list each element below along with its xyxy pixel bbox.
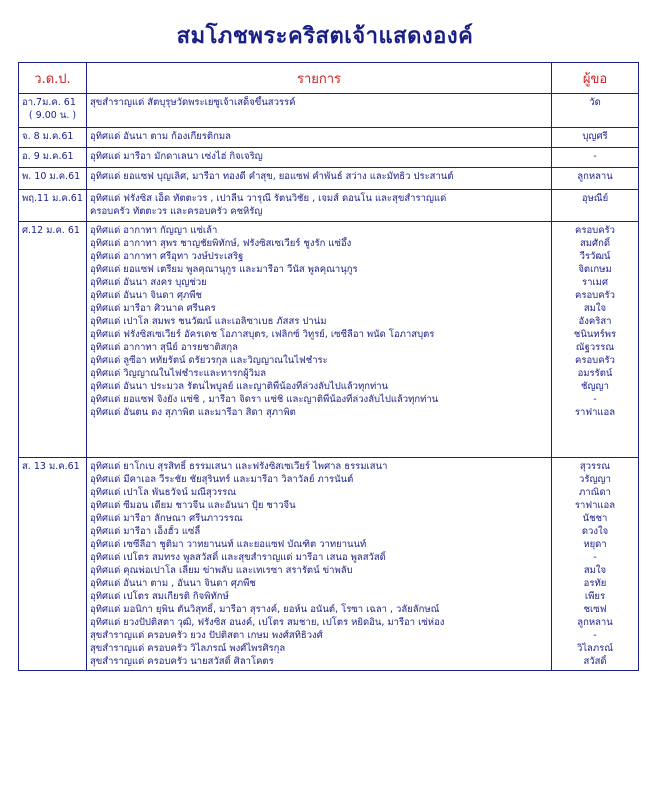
date-cell bbox=[19, 128, 87, 148]
requester-name: วีรวัฒน์ bbox=[579, 251, 611, 262]
requester-cell bbox=[552, 168, 639, 190]
table-row bbox=[19, 190, 639, 222]
intention-line: อุทิศแด่ ยอแซฟ บุญเลิศ, มารีอา ทองดี คำสุข, ยอแซฟ คำพันธ์ สว่าง และมัทธิว ประสานต์ bbox=[90, 171, 454, 182]
header-requester: ผู้ขอ bbox=[552, 63, 639, 94]
requester-name: วิไลภรณ์ bbox=[576, 643, 614, 654]
intention-line: อุทิศแด่ เซซีลีอา ชูติมา วาทยานนท์ และยอแซฟ บัณฑิต วาทยานนท์ bbox=[90, 539, 367, 550]
requester-name: สุวรรณ bbox=[579, 461, 611, 472]
date-cell bbox=[19, 458, 87, 671]
requester-cell bbox=[552, 458, 639, 671]
requester-name: นัชชา bbox=[582, 513, 608, 524]
date-text: จ. 8 ม.ค.61 bbox=[22, 131, 74, 142]
intention-line: อุทิศแด่ วิญญาณในไฟชำระและทารกผู้วิมล bbox=[90, 368, 267, 379]
intention-line: อุทิศแด่ มีคาเอล วีระชัย ชัยสุรินทร์ และมารีอา วิลาวัลย์ ภารนันต์ bbox=[90, 474, 354, 485]
date-text: ( 9.00 น. ) bbox=[28, 110, 77, 121]
intention-line: อุทิศแด่ ลูซีอา หทัยรัตน์ ดรัยวรกุล และวิญญาณในไฟชำระ bbox=[90, 355, 328, 366]
date-cell bbox=[19, 190, 87, 222]
intention-line: อุทิศแด่ เปาโล พันธวัจน์ มณีสุวรรณ bbox=[90, 487, 237, 498]
intention-line: อุทิศแด่ อากาทา กัญญา แซ่เล้า bbox=[90, 225, 218, 236]
requester-name: - bbox=[593, 394, 597, 405]
requester-name: จิตเกษม bbox=[578, 264, 612, 275]
intention-line: ครอบครัว ทัตตะวร และครอบครัว คชหิรัญ bbox=[90, 206, 263, 217]
requester-name: ครอบครัว bbox=[575, 355, 615, 366]
intention-line: อุทิศแด่ อันนา ประมวล รัตนไพบูลย์ และญาติพี่น้องที่ล่วงลับไปแล้วทุกท่าน bbox=[90, 381, 389, 392]
requester-name: - bbox=[593, 552, 597, 563]
date-text: อา.7ม.ค. 61 bbox=[22, 97, 76, 108]
intention-line: อุทิศแด่ เปาโล สมพร ชนวัฒน์ และเอลิซาเบธ ภัสสร ปาน่ม bbox=[90, 316, 327, 327]
intention-line: อุทิศแด่ ยวงปัปติสตา วุฒิ, ฟรังซิส อนงค์, เปโตร สมชาย, เปโตร หยิดอิน, มารีอา เซ่ห่อง bbox=[90, 617, 445, 628]
header-items: รายการ bbox=[87, 63, 552, 94]
date-text: ส. 13 ม.ค.61 bbox=[22, 461, 80, 472]
intention-line: อุทิศแด่ ฟรังซิส เอ็ด ทัตตะวร , เปาลีน วารุณี รัตนวิชัย , เจมส์ ดอนโน และสุขสำราญแด่ bbox=[90, 193, 447, 204]
intention-line: สุขสำราญแด่ ครอบครัว ยวง ปัปติสตา เกษม พงศ์สทิธิวงศ์ bbox=[90, 630, 323, 641]
requester-name: ครอบครัว bbox=[575, 225, 615, 236]
requester-name: อมรรัตน์ bbox=[577, 368, 613, 379]
date-text: พฤ.11 ม.ค.61 bbox=[22, 193, 83, 204]
intention-line: อุทิศแด่ อากาทา สุนีย์ อารยชาติสกุล bbox=[90, 342, 238, 353]
table-row bbox=[19, 128, 639, 148]
intention-line: อุทิศแด่ อันนา จินดา ศุภพืช bbox=[90, 290, 202, 301]
requester-name: สมใจ bbox=[583, 303, 607, 314]
requester-name: ดวงใจ bbox=[581, 526, 609, 537]
header-date: ว.ด.ป. bbox=[19, 63, 87, 94]
requester-cell bbox=[552, 94, 639, 128]
requester-name: ภาณิดา bbox=[579, 487, 611, 498]
requester-name: ครอบครัว bbox=[575, 290, 615, 301]
intention-line: อุทิศแด่ ซีมอน เดียม ชาวจีน และอันนา ปุ้ย ชาวจีน bbox=[90, 500, 296, 511]
requester-cell bbox=[552, 190, 639, 222]
intention-line: อุทิศแด่ อันนา ตาม , อันนา จินดา ศุภพืช bbox=[90, 578, 256, 589]
items-cell bbox=[87, 222, 552, 458]
requester-cell bbox=[552, 148, 639, 168]
intention-line: สุขสำราญแด่ สัตบุรุษวัดพระเยซูเจ้าเสด็จขึ้นสวรรค์ bbox=[90, 97, 296, 108]
requester-name: อุษณีย์ bbox=[581, 193, 609, 204]
requester-name: สมศักดิ์ bbox=[579, 238, 610, 249]
requester-name: ณัฐวรรณ bbox=[575, 342, 615, 353]
requester-name: อังคริสา bbox=[578, 316, 612, 327]
requester-name: วัด bbox=[589, 97, 601, 108]
requester-name: บุญศรี bbox=[582, 131, 608, 142]
items-cell bbox=[87, 94, 552, 128]
requester-name: - bbox=[593, 630, 597, 641]
table-row bbox=[19, 168, 639, 190]
requester-name: อรทัย bbox=[583, 578, 607, 589]
date-text: ศ.12 ม.ค. 61 bbox=[22, 225, 80, 236]
table-body bbox=[19, 94, 639, 671]
requester-name: สมใจ bbox=[583, 565, 607, 576]
requester-name: ราเมศ bbox=[582, 277, 608, 288]
table-row bbox=[19, 222, 639, 458]
intention-line: สุขสำราญแด่ ครอบครัว นายสวัสดิ์ ศิลาโคตร bbox=[90, 656, 274, 667]
intention-line: อุทิศแด่ ยาโกเบ สุรสิทธิ์ ธรรมเสนา และฟรังซิสเซเวียร์ ไพศาล ธรรมเสนา bbox=[90, 461, 388, 472]
requester-cell bbox=[552, 128, 639, 148]
date-cell bbox=[19, 148, 87, 168]
intention-line: อุทิศแด่ เปโตร สมทรง พูลสวัสดิ์ และสุขสำราญแด่ มารีอา เสนอ พูลสวัสดิ์ bbox=[90, 552, 386, 563]
items-cell bbox=[87, 168, 552, 190]
intention-line: อุทิศแด่ มารีอา ศิวนาค ศรีนคร bbox=[90, 303, 216, 314]
requester-name: สวัสดิ์ bbox=[583, 656, 607, 667]
table-header-row bbox=[19, 63, 639, 94]
requester-name: ราฟาแอล bbox=[574, 407, 616, 418]
intention-line: อุทิศแด่ ยอแซฟ เตรียม พูลคุณานุกูร และมารีอา วีนัส พูลคุณานุกูร bbox=[90, 264, 358, 275]
items-cell bbox=[87, 128, 552, 148]
items-cell bbox=[87, 148, 552, 168]
intention-line: อุทิศแด่ อากาทา ศรีอุทา วงษ์ประเสริฐ bbox=[90, 251, 244, 262]
intention-line: อุทิศแด่ มอนิกา ยุพิน ตันวิสุทธิ์, มารีอา สุรางค์, ยอห์น อนันต์, โรซา เฉลา , วลัยลักษณ์ bbox=[90, 604, 440, 615]
intention-line: อุทิศแด่ มารีอา ลักษณา ศรีนภาวรรณ bbox=[90, 513, 243, 524]
requester-name: ชเซฟ bbox=[583, 604, 607, 615]
requester-name: เพียร bbox=[584, 591, 606, 602]
intention-line: อุทิศแด่ อันนา สงคร บุญช่วย bbox=[90, 277, 207, 288]
table-row bbox=[19, 148, 639, 168]
page-title: สมโภชพระคริสตเจ้าแสดงองค์ bbox=[176, 24, 474, 49]
intention-line: อุทิศแด่ อากาทา สุพร ชาญชัยพิทักษ์, ฟรังซิสเซเวียร์ ชูงรัก แซ่อึ้ง bbox=[90, 238, 352, 249]
date-cell bbox=[19, 168, 87, 190]
intention-line: อุทิศแด่ คุณพ่อเปาโล เลี่ยม ข่าพลับ และเทเรซา สรารัตน์ ข่าพลับ bbox=[90, 565, 353, 576]
requester-name: ชนินทร์พร bbox=[573, 329, 617, 340]
requester-cell bbox=[552, 222, 639, 458]
items-cell bbox=[87, 190, 552, 222]
intention-line: อุทิศแด่ ฟรังซิสเซเวียร์ อัครเดช โอภาสบุตร, เฟลิกซ์ วิทูรย์, เซซีลีอา พนัด โอภาสบุตร bbox=[90, 329, 435, 340]
requester-name: ราฟาแอล bbox=[574, 500, 616, 511]
date-cell bbox=[19, 222, 87, 458]
requester-name: วรัญญา bbox=[579, 474, 611, 485]
mass-intention-table bbox=[18, 62, 639, 671]
intention-line: อุทิศแด่ ยอแซฟ จิงยัง แซ่ชิ , มารีอา จิดรา แซ่ชิ และญาติพี่น้องที่ล่วงลับไปแล้วทุกท่าน bbox=[90, 394, 439, 405]
intention-line: อุทิศแด่ เปโตร สมเกียรติ กิจพิทักษ์ bbox=[90, 591, 229, 602]
table-row bbox=[19, 94, 639, 128]
intention-line: อุทิศแด่ อันนา ตาม ก้องเกียรติกมล bbox=[90, 131, 231, 142]
date-text: อ. 9 ม.ค.61 bbox=[22, 151, 74, 162]
requester-name: ชัญญา bbox=[581, 381, 609, 392]
date-text: พ. 10 ม.ค.61 bbox=[22, 171, 81, 182]
table-row bbox=[19, 458, 639, 671]
requester-name: ลูกหลาน bbox=[577, 171, 613, 182]
requester-name: ลูกหลาน bbox=[577, 617, 613, 628]
requester-name: หยุดา bbox=[583, 539, 607, 550]
date-cell bbox=[19, 94, 87, 128]
intention-line: สุขสำราญแด่ ครอบครัว วิไลภรณ์ พงศ์ไพรศิรกุล bbox=[90, 643, 286, 654]
intention-line: อุทิศแด่ อันตน ดง สุภาพิต และมารีอา สิดา สุภาพิต bbox=[90, 407, 296, 418]
intention-line: อุทิศแด่ มารีอา เอ็งฮั้ว แซ่ลี้ bbox=[90, 526, 201, 537]
intention-line: อุทิศแด่ มารีอา มักดาเลนา เซ่งไฮ่ กิจเจริญ bbox=[90, 151, 263, 162]
items-cell bbox=[87, 458, 552, 671]
requester-name: - bbox=[593, 151, 597, 162]
